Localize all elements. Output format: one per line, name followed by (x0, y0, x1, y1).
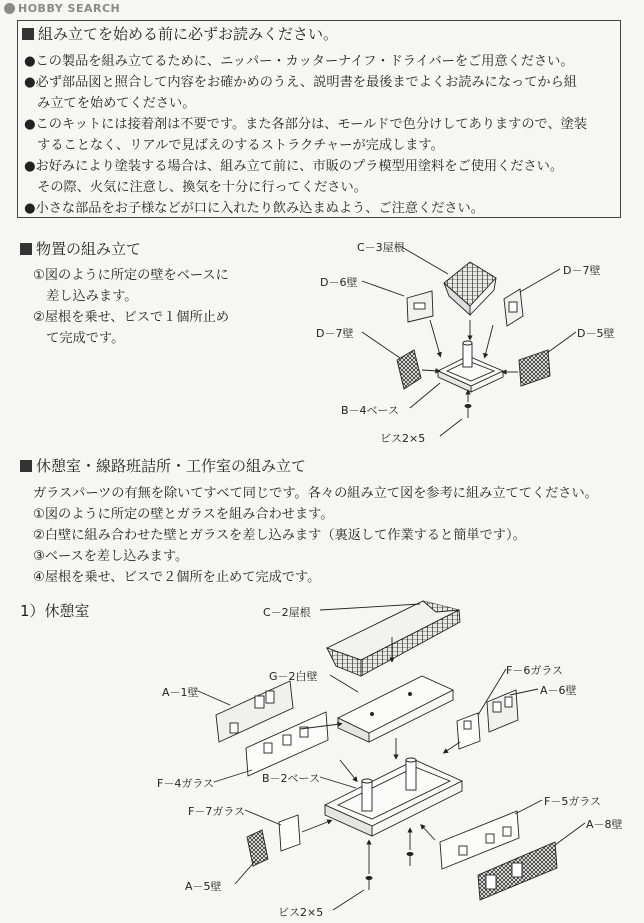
label-b2-base: B－2ベース (262, 772, 320, 785)
label-a1-wall: A－1壁 (162, 686, 199, 699)
label-g2-white-wall: G－2白壁 (269, 670, 318, 683)
shed-base-b4 (438, 341, 503, 392)
notice-line: ●お好みにより塗装する場合は、組み立て前に、市販のプラ模型用塗料をご使用ください。 (24, 159, 564, 174)
section2-line: ガラスパーツの有無を除いてすべて同じです。各々の組み立て図を参考に組み立ててください。 (33, 486, 598, 501)
restroom-white-wall-g2 (338, 676, 453, 742)
section2-title: 休憩室・線路班詰所・工作室の組み立て (20, 455, 306, 476)
label-screw-1: ビス2×5 (380, 432, 426, 445)
section1-line: て完成です。 (33, 331, 125, 346)
label-a5-wall: A－5壁 (185, 880, 222, 893)
label-b4-base: B－4ベース (341, 404, 399, 417)
label-c2-roof: C－2屋根 (263, 606, 311, 619)
label-d6-wall: D－6壁 (320, 276, 358, 289)
restroom-screws (366, 853, 413, 891)
label-d5-wall: D－5壁 (577, 327, 615, 340)
shed-screw (465, 405, 471, 419)
shed-wall-d5 (519, 350, 550, 386)
restroom-wall-a8 (478, 842, 557, 900)
label-d7-wall-left: D－7壁 (316, 327, 354, 340)
notice-line: み立てを始めてください。 (24, 96, 196, 111)
label-screw-2: ビス2×5 (278, 906, 324, 919)
section1-line: 差し込みます。 (33, 289, 138, 304)
label-f5-glass: F－5ガラス (544, 795, 601, 808)
notice-title: 組み立てを始める前に必ずお読みください。 (22, 23, 338, 44)
restroom-wall-a5 (247, 830, 268, 866)
shed-wall-d7-left (397, 350, 421, 389)
label-c3-roof: C－3屋根 (357, 241, 405, 254)
label-d7-wall-right: D－7壁 (563, 264, 601, 277)
section1-line: ②屋根を乗せ、ビスで１個所止め (33, 310, 230, 325)
watermark: HOBBY SEARCH (4, 2, 120, 15)
section1-line: ①図のように所定の壁をベースに (33, 268, 229, 283)
notice-line: することなく、リアルで見ばえのするストラクチャーが完成します。 (24, 138, 444, 153)
section2-line: ③ベースを差し込みます。 (33, 549, 189, 564)
restroom-glass-f7 (279, 815, 300, 851)
restroom-glass-f5 (440, 811, 519, 869)
shed-wall-d7-right (504, 289, 523, 326)
label-f6-glass: F－6ガラス (506, 664, 563, 677)
label-a8-wall: A－8壁 (586, 818, 623, 831)
label-f4-glass: F－4ガラス (157, 777, 214, 790)
label-a6-wall: A－6壁 (540, 684, 577, 697)
section2-line: ④屋根を乗せ、ビスで２個所を止めて完成です。 (33, 570, 321, 585)
restroom-wall-a6 (487, 690, 518, 732)
shed-wall-d6 (407, 291, 433, 322)
section2-line: ②白壁に組み合わせた壁とガラスを差し込みます（裏返して作業すると簡単です）。 (33, 528, 526, 543)
restroom-roof-c2 (327, 601, 460, 676)
restroom-glass-f6 (457, 713, 480, 749)
notice-line: ●小さな部品をお子様などが口に入れたり飲み込まぬよう、ご注意ください。 (24, 201, 484, 216)
section1-title: 物置の組み立て (20, 238, 141, 259)
notice-line: ●必ず部品図と照合して内容をお確かめのうえ、説明書を最後までよくお読みになってから組 (24, 75, 577, 90)
shed-roof-c3 (444, 262, 496, 315)
notice-line: ●この製品を組み立てるために、ニッパー・カッターナイフ・ドライバーをご用意ください。 (24, 54, 574, 69)
section3-title: 1）休憩室 (20, 602, 90, 620)
notice-line: ●このキットには接着剤は不要です。また各部分は、モールドで色分けしてありますので、塗装 (24, 117, 588, 132)
label-f7-glass: F－7ガラス (188, 805, 245, 818)
notice-line: その際、火気に注意し、換気を十分に行ってください。 (24, 180, 367, 195)
restroom-base-b2 (325, 758, 462, 836)
section2-line: ①図のように所定の壁とガラスを組み合わせます。 (33, 507, 334, 522)
